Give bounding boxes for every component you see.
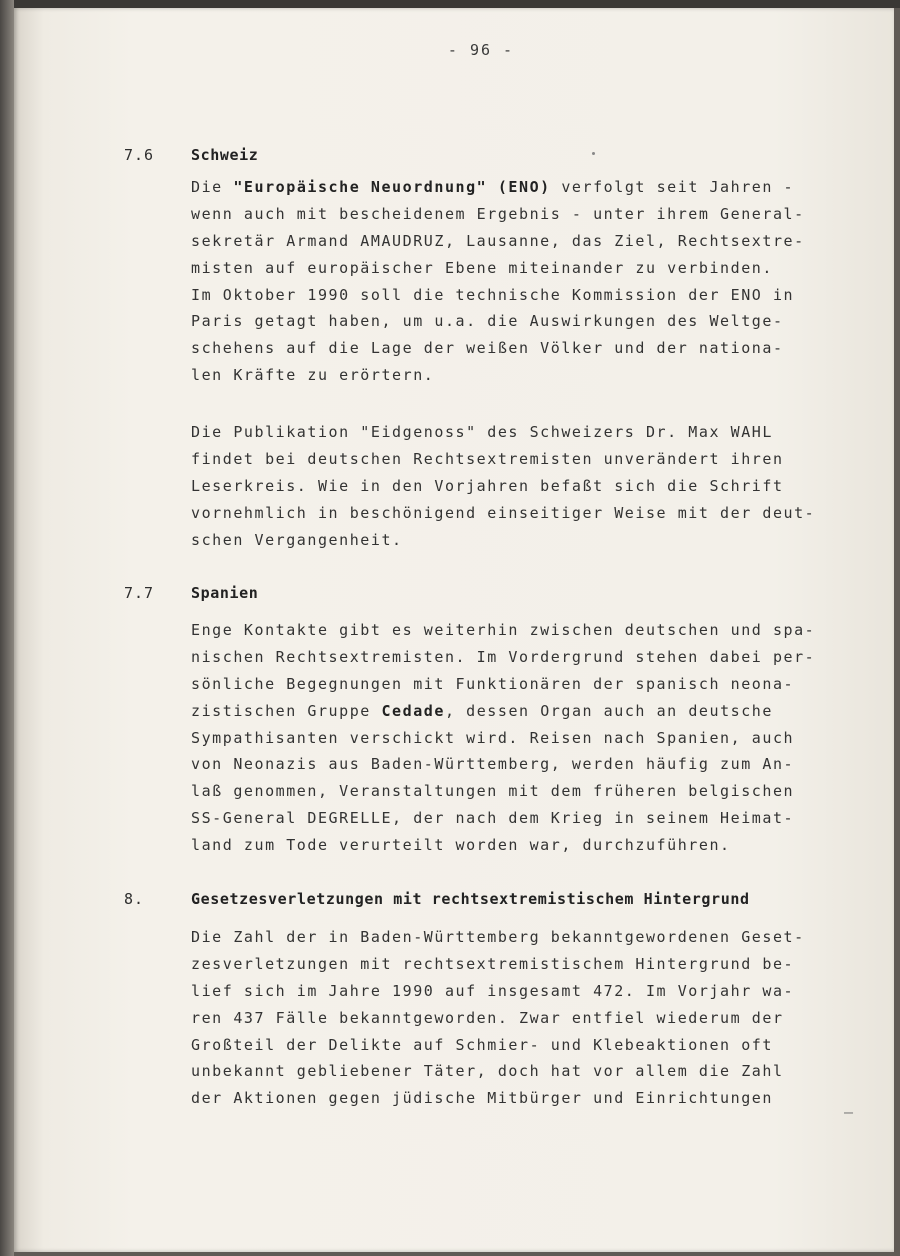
text-line: land zum Tode verurteilt worden war, durchzuführen. (191, 836, 731, 855)
text-line: sekretär Armand AMAUDRUZ, Lausanne, das Ziel, Rechtsextre- (191, 231, 805, 250)
text-line: nischen Rechtsextremisten. Im Vordergrund stehen dabei per- (191, 647, 816, 666)
margin-mark: – (844, 1103, 854, 1121)
text-line: Sympathisanten verschickt wird. Reisen nach Spanien, auch (191, 728, 795, 747)
section-title: Spanien (191, 584, 259, 602)
text-line: ren 437 Fälle bekanntgeworden. Zwar entfiel wiederum der (191, 1008, 784, 1027)
speck-mark (592, 152, 595, 155)
text-line: misten auf europäischer Ebene miteinander zu verbinden. (191, 258, 773, 277)
section-number: 8. (124, 890, 145, 908)
text-line: vornehmlich in beschönigend einseitiger Weise mit der deut- (191, 503, 816, 522)
text-line: zesverletzungen mit rechtsextremistischem Hintergrund be- (191, 954, 795, 973)
text-line: schen Vergangenheit. (191, 530, 403, 549)
group-name: Cedade (381, 701, 445, 720)
paragraph (191, 924, 831, 1112)
text-line: zistischen Gruppe Cedade, dessen Organ auch an deutsche (191, 701, 773, 720)
text-line: wenn auch mit bescheidenem Ergebnis - unter ihrem General- (191, 204, 805, 223)
section-number: 7.7 (124, 584, 155, 602)
text-line: Großteil der Delikte auf Schmier- und Klebeaktionen oft (191, 1035, 773, 1054)
document-page (14, 8, 894, 1252)
page-number: - 96 - (447, 41, 515, 59)
text-line: findet bei deutschen Rechtsextremisten unverändert ihren (191, 449, 784, 468)
scan-edge-left (0, 0, 14, 1256)
text-line: sönliche Begegnungen mit Funktionären der spanisch neona- (191, 674, 795, 693)
text-line: Leserkreis. Wie in den Vorjahren befaßt sich die Schrift (191, 476, 784, 495)
text-line: Die Zahl der in Baden-Württemberg bekanntgewordenen Geset- (191, 928, 805, 946)
text-line: Die Publikation "Eidgenoss" des Schweizers Dr. Max WAHL (191, 423, 773, 441)
text-line: lief sich im Jahre 1990 auf insgesamt 472. Im Vorjahr wa- (191, 981, 795, 1000)
text-line: von Neonazis aus Baden-Württemberg, werden häufig zum An- (191, 755, 795, 774)
text-line: schehens auf die Lage der weißen Völker und der nationa- (191, 339, 784, 358)
text-line: Paris getagt haben, um u.a. die Auswirkungen des Weltge- (191, 312, 784, 331)
text-line: der Aktionen gegen jüdische Mitbürger und Einrichtungen (191, 1089, 773, 1108)
text-line: Die "Europäische Neuordnung" (ENO) verfolgt seit Jahren - (191, 178, 795, 196)
section-title: Gesetzesverletzungen mit rechtsextremistischem Hintergrund (191, 890, 750, 908)
section-number: 7.6 (124, 146, 155, 164)
org-name: "Europäische Neuordnung" (ENO) (233, 178, 551, 196)
paragraph (191, 419, 831, 553)
text-line: SS-General DEGRELLE, der nach dem Krieg in seinem Heimat- (191, 809, 795, 828)
text-line: Im Oktober 1990 soll die technische Kommission der ENO in (191, 285, 795, 304)
text-line: unbekannt gebliebener Täter, doch hat vor allem die Zahl (191, 1062, 784, 1081)
text-line: len Kräfte zu erörtern. (191, 366, 435, 385)
scan-edge-top (0, 0, 900, 8)
text-line: laß genommen, Veranstaltungen mit dem früheren belgischen (191, 782, 795, 801)
section-title: Schweiz (191, 146, 259, 164)
paragraph (191, 617, 831, 859)
text-line: Enge Kontakte gibt es weiterhin zwischen deutschen und spa- (191, 621, 816, 639)
paragraph (191, 174, 831, 389)
